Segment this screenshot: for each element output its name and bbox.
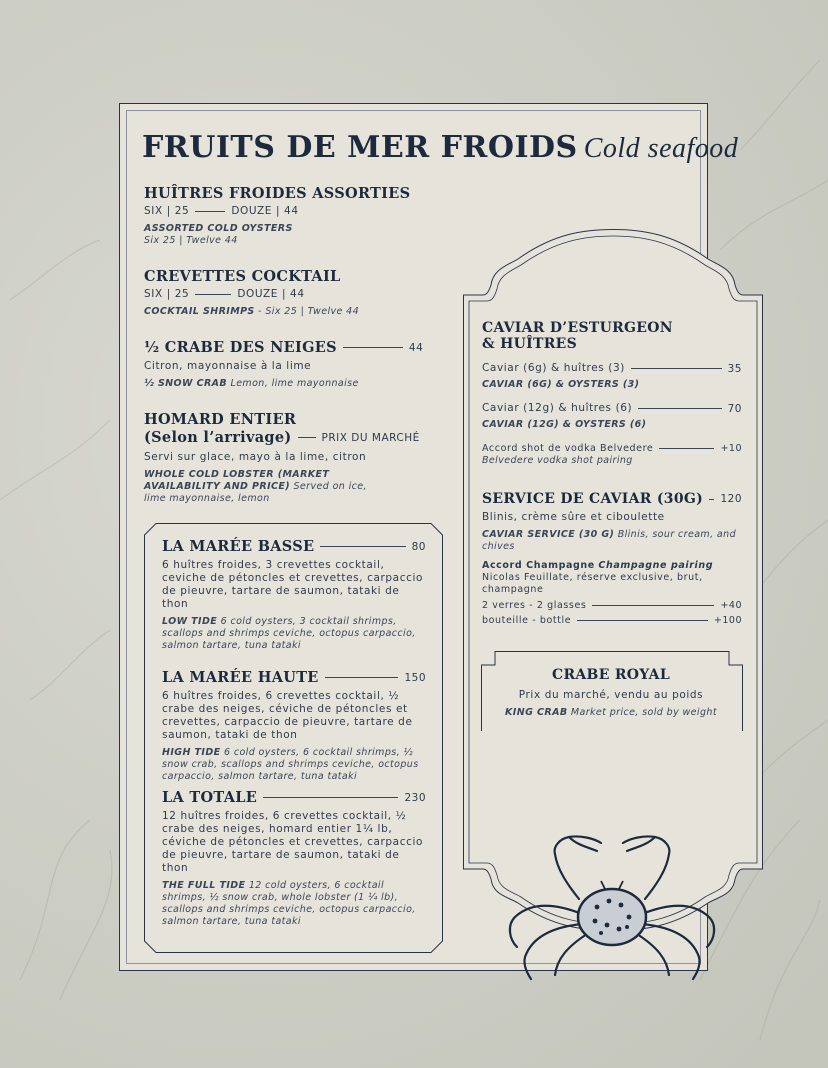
caviar-panel [463, 229, 763, 931]
title-fr: FRUITS DE MER FROIDS [142, 130, 578, 165]
pairing-title: Accord Champagne [482, 560, 595, 571]
lobster-title: HOMARD ENTIER [144, 411, 297, 428]
caviar-item-1: Caviar (6g) & huîtres (3) [482, 362, 625, 374]
caviar-title-2: & HUÎTRES [482, 336, 578, 352]
high-tide-desc: 6 huîtres froides, 6 crevettes cocktail, ½ crabe des neiges, céviche de pétoncles et crevettes, carpaccio de pieuvre, tartare de saumon, tataki de thon [162, 690, 413, 741]
oysters-section [144, 185, 434, 247]
lobster-desc: Servi sur glace, mayo à la lime, citron [144, 451, 367, 463]
lobster-price: PRIX DU MARCHÉ [321, 431, 420, 444]
full-tide-price: 230 [404, 791, 426, 804]
low-tide-en-title: LOW TIDE [162, 616, 218, 627]
shrimp-dozen: DOUZE | 44 [237, 288, 305, 300]
oysters-en [144, 223, 434, 247]
high-tide-section [162, 669, 426, 783]
low-tide-section [162, 538, 426, 652]
divider [631, 368, 722, 369]
full-tide-section [162, 789, 426, 928]
full-tide-en-detail: 12 cold oysters, 6 cocktail shrimps, ½ snow crab, whole lobster (1 ¼ lb), scallops and shrimps ceviche, octopus carpaccio, salmon tartare, tuna tataki [162, 880, 416, 927]
oysters-en-detail: Six 25 | Twelve 44 [144, 235, 238, 246]
caviar-en-3: Belvedere vodka shot pairing [482, 455, 633, 466]
high-tide-en [162, 747, 426, 783]
caviar-price-3: +10 [720, 443, 742, 454]
oysters-six: SIX | 25 [144, 205, 190, 217]
shrimp-prices [144, 288, 434, 301]
shrimp-title: CREVETTES COCKTAIL [144, 268, 341, 285]
shrimp-en-detail: - Six 25 | Twelve 44 [258, 306, 360, 317]
divider [195, 294, 231, 295]
caviar-section [482, 320, 742, 467]
king-crab-desc: Prix du marché, vendu au poids [518, 689, 704, 701]
king-crab-en-detail: Market price, sold by weight [570, 707, 717, 718]
bottle-label: bouteille - bottle [482, 615, 572, 626]
caviar-service-en-title: CAVIAR SERVICE (30 G) [482, 529, 615, 540]
divider [592, 605, 714, 606]
full-tide-en-title: THE FULL TIDE [162, 880, 246, 891]
caviar-item-2: Caviar (12g) & huîtres (6) [482, 402, 633, 414]
low-tide-en [162, 616, 426, 652]
full-tide-title: LA TOTALE [162, 789, 258, 806]
snowcrab-section [144, 339, 434, 390]
bottle-price: +100 [713, 615, 742, 626]
divider [298, 437, 316, 438]
divider [343, 347, 403, 348]
divider [577, 620, 708, 621]
shrimp-section [144, 268, 434, 318]
lobster-en [144, 469, 384, 505]
king-crab-section [482, 667, 740, 719]
snowcrab-desc: Citron, mayonnaise à la lime [144, 360, 312, 372]
glass-label: 2 verres - 2 glasses [482, 600, 587, 611]
glass-price: +40 [720, 600, 742, 611]
shrimp-en [144, 306, 434, 318]
high-tide-price: 150 [404, 671, 426, 684]
low-tide-en-detail: 6 cold oysters, 3 cocktail shrimps, scallops and shrimps ceviche, octopus carpaccio, salmon tartare, tuna tataki [162, 616, 416, 651]
caviar-price-2: 70 [727, 402, 742, 415]
title-en: Cold seafood [583, 133, 739, 164]
divider [195, 211, 225, 212]
low-tide-price: 80 [411, 540, 426, 553]
low-tide-title: LA MARÉE BASSE [162, 538, 315, 555]
divider [709, 499, 714, 500]
king-crab-icon [497, 829, 727, 984]
caviar-en-2: CAVIAR (12G) & OYSTERS (6) [482, 419, 647, 430]
menu-card [119, 103, 742, 971]
divider [325, 677, 399, 678]
lobster-en-detail: Served on ice, lime mayonnaise, lemon [144, 481, 367, 504]
pairing-en: Champagne pairing [598, 560, 714, 571]
oysters-prices [144, 205, 434, 218]
caviar-title-1: CAVIAR D’ESTURGEON [482, 320, 673, 336]
caviar-service-desc: Blinis, crème sûre et ciboulette [482, 511, 665, 523]
snowcrab-price: 44 [408, 341, 424, 354]
divider [638, 408, 721, 409]
king-crab-en-title: KING CRAB [505, 707, 568, 718]
king-crab-title: CRABE ROYAL [552, 667, 670, 683]
snowcrab-title: ½ CRABE DES NEIGES [144, 339, 337, 356]
snowcrab-en-detail: Lemon, lime mayonnaise [230, 378, 359, 389]
divider [263, 797, 398, 798]
snowcrab-en [144, 378, 434, 390]
caviar-item-3: Accord shot de vodka Belvedere [482, 443, 654, 454]
pairing [482, 559, 742, 572]
lobster-en-title: WHOLE COLD LOBSTER (MARKET AVAILABILITY AND PRICE) [144, 469, 330, 492]
full-tide-en [162, 880, 426, 928]
tide-box [144, 523, 443, 953]
low-tide-desc: 6 huîtres froides, 3 crevettes cocktail, ceviche de pétoncles et crevettes, carpaccio de pieuvre, tartare de saumon, tataki de thon [162, 559, 423, 610]
divider [659, 448, 714, 449]
oysters-dozen: DOUZE | 44 [231, 205, 299, 217]
shrimp-six: SIX | 25 [144, 288, 190, 300]
caviar-en-1: CAVIAR (6G) & OYSTERS (3) [482, 379, 640, 390]
caviar-price-1: 35 [727, 362, 742, 375]
lobster-section [144, 411, 434, 505]
caviar-service-price: 120 [720, 493, 742, 505]
page-title [142, 130, 738, 165]
shrimp-en-title: COCKTAIL SHRIMPS [144, 306, 255, 317]
caviar-service-title: SERVICE DE CAVIAR (30G) [482, 491, 704, 507]
full-tide-desc: 12 huîtres froides, 6 crevettes cocktail, ½ crabe des neiges, homard entier 1¼ lb, céviche de pétoncles et crevettes, carpaccio de pieuvre, tartare de saumon, tataki de thon [162, 810, 423, 874]
lobster-title2: (Selon l’arrivage) [144, 429, 292, 446]
high-tide-en-detail: 6 cold oysters, 6 cocktail shrimps, ½ snow crab, scallops and shrimps ceviche, octopus carpaccio, salmon tartare, tuna tataki [162, 747, 419, 782]
oysters-en-title: ASSORTED COLD OYSTERS [144, 223, 293, 234]
oysters-title: HUÎTRES FROIDES ASSORTIES [144, 185, 411, 202]
high-tide-title: LA MARÉE HAUTE [162, 669, 319, 686]
caviar-service-en-detail: Blinis, sour cream, and chives [482, 529, 737, 552]
pairing-desc: Nicolas Feuillate, réserve exclusive, brut, champagne [482, 572, 703, 595]
caviar-service-section [482, 491, 742, 627]
divider [320, 546, 405, 547]
high-tide-en-title: HIGH TIDE [162, 747, 221, 758]
caviar-service-en [482, 529, 742, 553]
snowcrab-en-title: ½ SNOW CRAB [144, 378, 228, 389]
king-crab-en [482, 707, 740, 719]
